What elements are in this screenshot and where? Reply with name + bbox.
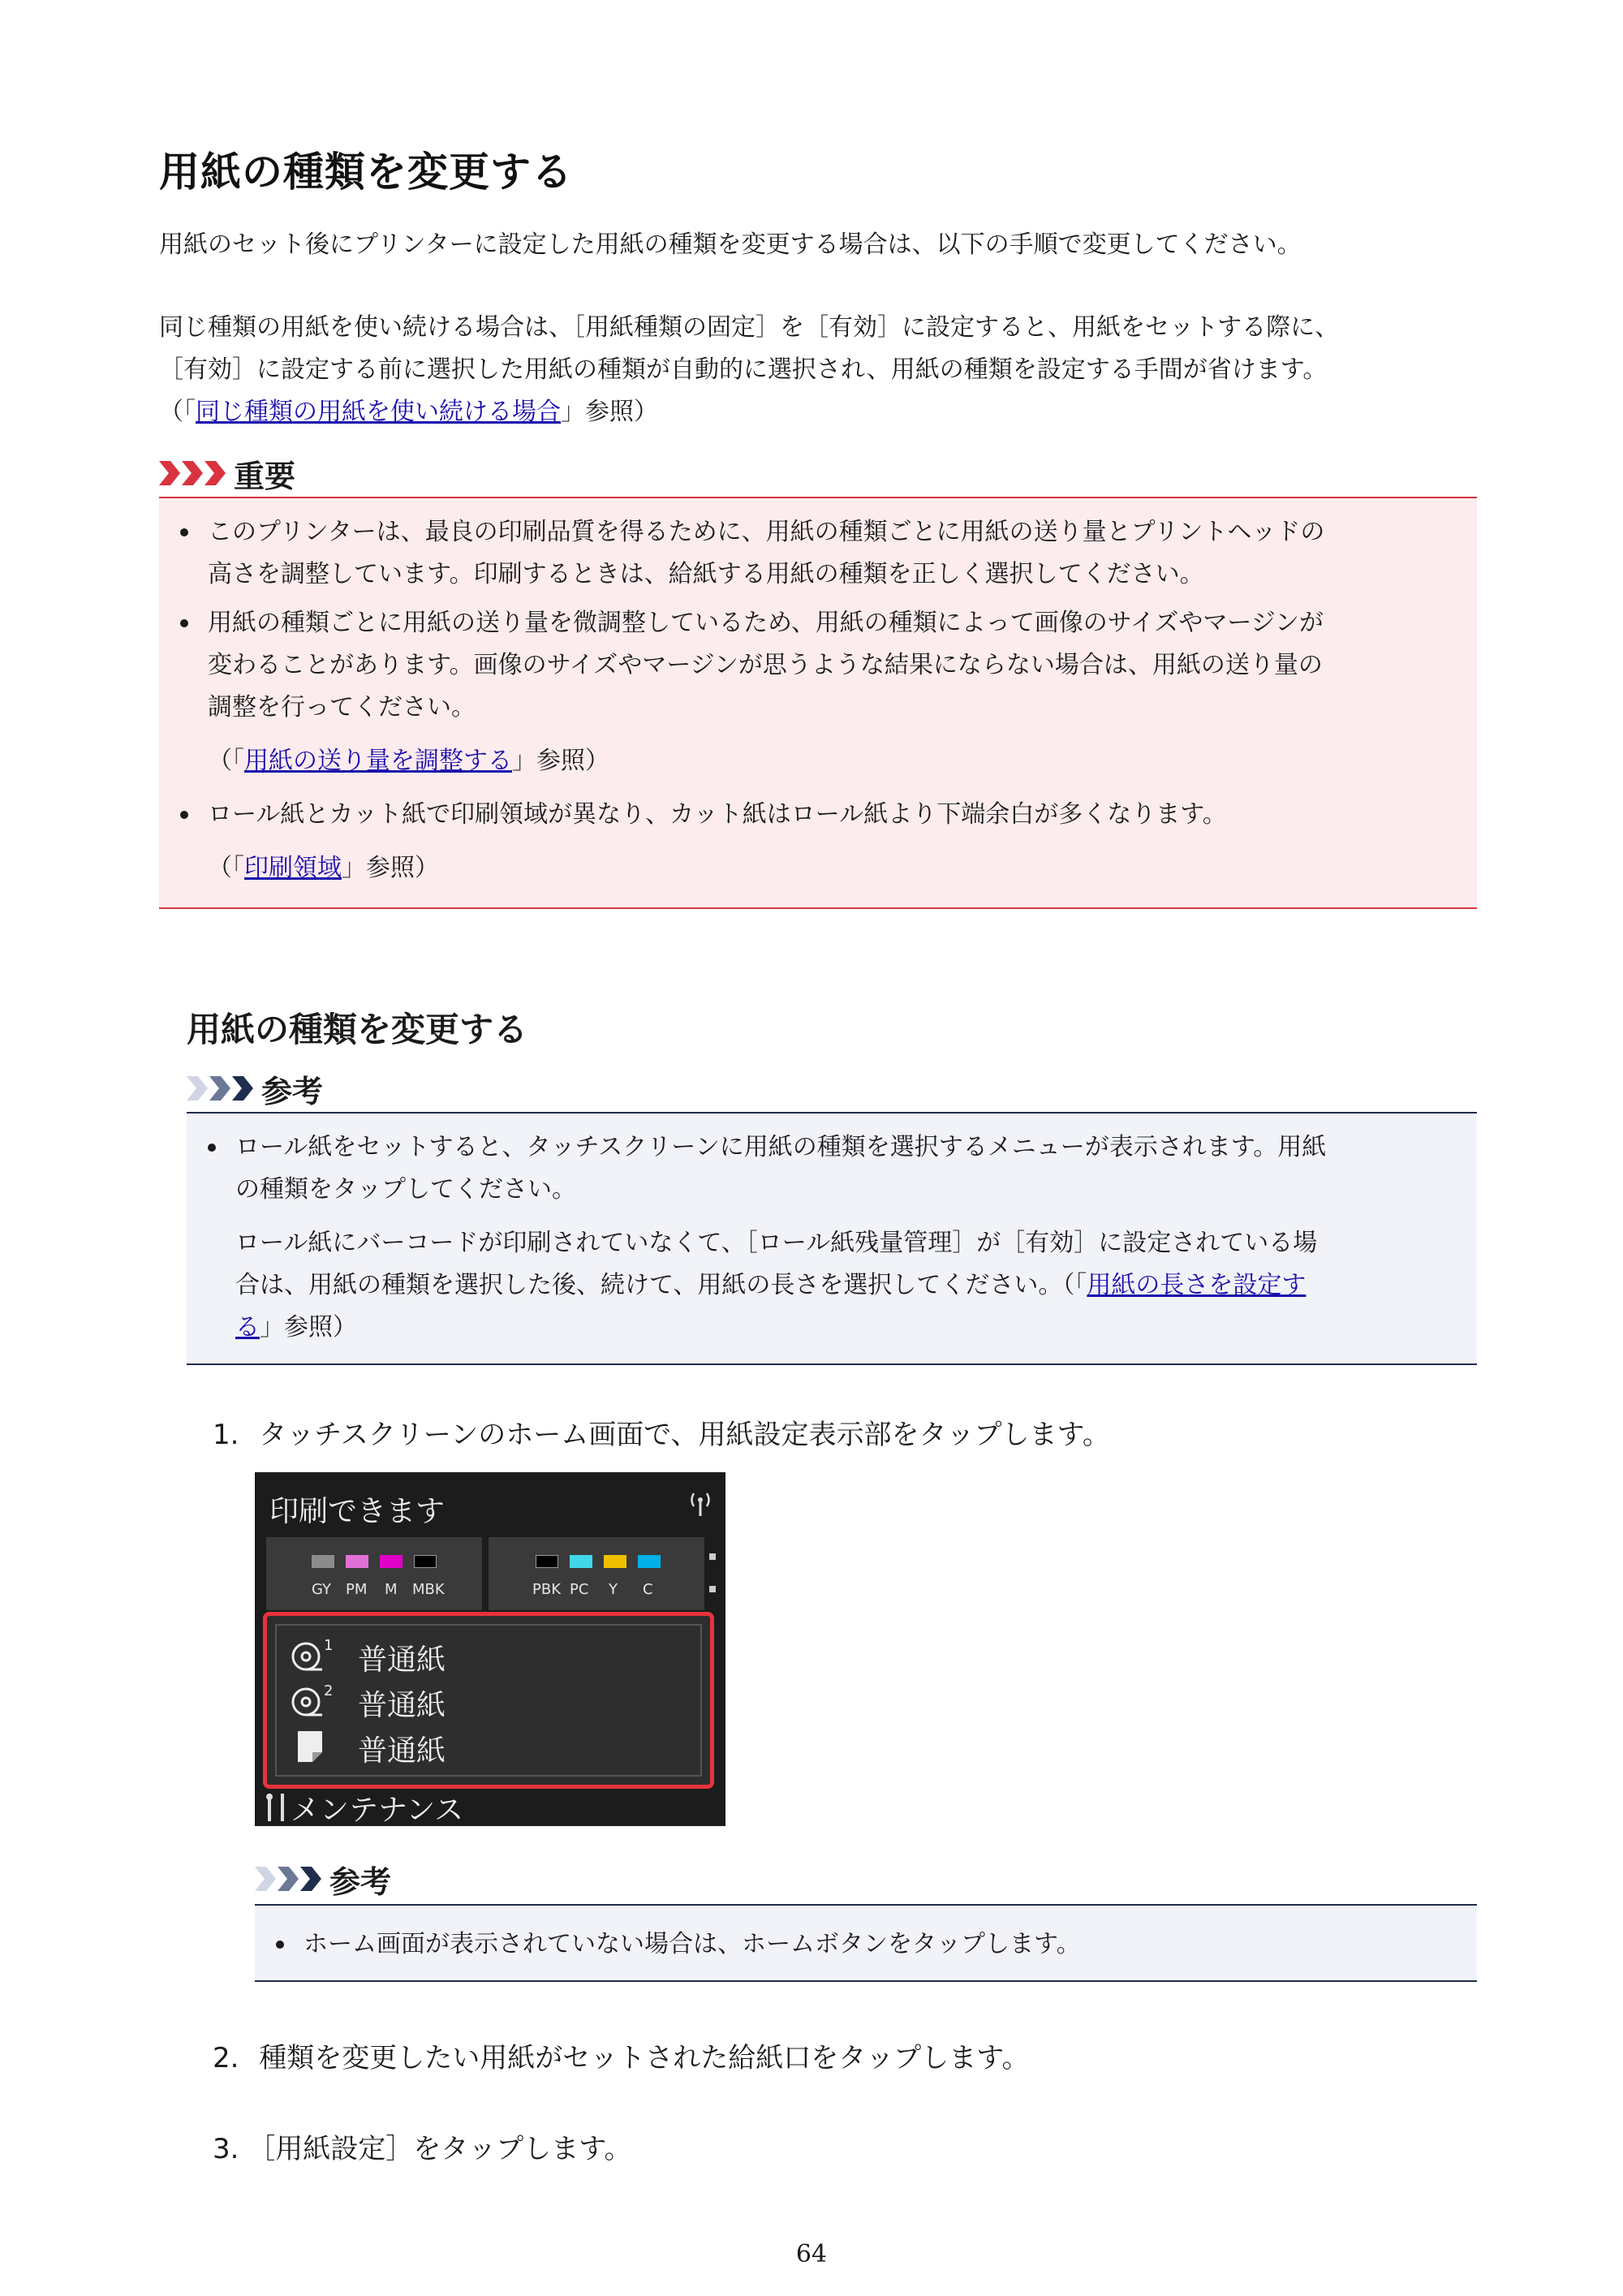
step-2: [213, 2035, 1030, 2075]
ink-y: [604, 1555, 626, 1568]
ink-c: [638, 1555, 661, 1568]
intro-text: 用紙のセット後にプリンターに設定した用紙の種類を変更する場合は、以下の手順で変更してください。: [159, 230, 1302, 259]
note-sub-line3: る」参照）: [235, 1313, 357, 1342]
important-item3-ref: （「印刷領域」参照）: [208, 854, 439, 882]
note-sub-line1: ロール紙にバーコードが印刷されていなくて、［ロール紙残量管理］が［有効］に設定されている場: [235, 1229, 1318, 1257]
roll-1-number: 1: [324, 1637, 334, 1654]
important-item2-line3: 調整を行ってください。: [208, 693, 476, 722]
wireless-icon: [687, 1490, 714, 1518]
touchscreen-home: [255, 1472, 725, 1826]
note-header: [187, 1068, 323, 1109]
chevrons-icon: [187, 1076, 255, 1101]
cut-sheet-icon: [296, 1730, 324, 1764]
important-item3-line1: ロール紙とカット紙で印刷領域が異なり、カット紙はロール紙より下端余白が多くなります。: [208, 800, 1227, 829]
ink-pm: [346, 1555, 368, 1568]
bullet: [180, 528, 188, 536]
note-box: [187, 1112, 1477, 1365]
step-text: ［用紙設定］をタップします。: [248, 2133, 632, 2165]
ink-panel-right[interactable]: PBK PC Y C: [489, 1537, 704, 1610]
ink-mbk: [414, 1555, 437, 1568]
para2-line1: 同じ種類の用紙を使い続ける場合は、［用紙種類の固定］を［有効］に設定すると、用紙をセットする際に、: [159, 313, 1340, 342]
section-heading: 用紙の種類を変更する: [187, 1010, 528, 1049]
paper-type-roll2: 普通紙: [358, 1689, 446, 1722]
step-3: [213, 2126, 632, 2166]
scroll-indicator: [709, 1586, 716, 1592]
note-label: 参考: [261, 1073, 324, 1109]
ink-pc: [570, 1555, 592, 1568]
note-sub-line2: 合は、用紙の種類を選択した後、続けて、用紙の長さを選択してください。（「用紙の長さを設定す: [235, 1271, 1307, 1299]
page-number: 64: [795, 2240, 828, 2268]
chevrons-icon: [255, 1867, 323, 1891]
paper-settings-area[interactable]: [263, 1612, 714, 1789]
important-header: [159, 453, 295, 493]
link-paper-length[interactable]: 用紙の長さを設定す: [1087, 1271, 1307, 1299]
important-item2-ref: （「用紙の送り量を調整する」参照）: [208, 747, 609, 775]
step-number: 2.: [213, 2042, 239, 2074]
important-item1-line2: 高さを調整しています。印刷するときは、給紙する用紙の種類を正しく選択してください。: [208, 560, 1204, 588]
chevrons-icon: [159, 461, 227, 485]
page-title: 用紙の種類を変更する: [159, 149, 573, 196]
step1-note-box: [255, 1904, 1477, 1982]
step-text: タッチスクリーンのホーム画面で、用紙設定表示部をタップします。: [259, 1419, 1110, 1451]
note-item-line1: ロール紙をセットすると、タッチスクリーンに用紙の種類を選択するメニューが表示されます。用紙: [235, 1133, 1327, 1161]
ink-m: [380, 1555, 403, 1568]
link-print-area[interactable]: 印刷領域: [244, 854, 342, 882]
important-item2-line2: 変わることがあります。画像のサイズやマージンが思うような結果にならない場合は、用紙の送り量の: [208, 651, 1323, 679]
bullet: [180, 619, 188, 627]
tools-icon: [263, 1790, 289, 1823]
step-1: [213, 1412, 1110, 1452]
bullet: [276, 1941, 284, 1949]
step1-note-text: ホーム画面が表示されていない場合は、ホームボタンをタップします。: [304, 1930, 1081, 1958]
step1-note-header: [255, 1859, 391, 1899]
link-paper-length-cont[interactable]: る: [235, 1313, 260, 1342]
ink-panel-left[interactable]: GY PM M MBK: [266, 1537, 482, 1610]
bullet: [180, 811, 188, 819]
maintenance-menu[interactable]: メンテナンス: [291, 1794, 464, 1826]
printer-status: 印刷できます: [269, 1495, 446, 1528]
step-number: 3.: [213, 2133, 239, 2165]
link-feed-adjust[interactable]: 用紙の送り量を調整する: [244, 747, 512, 775]
important-box: [159, 497, 1477, 909]
step-text: 種類を変更したい用紙がセットされた給紙口をタップします。: [259, 2042, 1030, 2074]
step1-note-label: 参考: [329, 1863, 392, 1900]
paper-type-roll1: 普通紙: [358, 1643, 446, 1677]
paper-type-cut: 普通紙: [358, 1734, 446, 1768]
para2-line2: ［有効］に設定する前に選択した用紙の種類が自動的に選択され、用紙の種類を設定する手間が省けます。: [159, 355, 1328, 384]
important-label: 重要: [234, 458, 296, 494]
step-number: 1.: [213, 1419, 239, 1451]
scroll-indicator: [709, 1553, 716, 1560]
link-same-paper[interactable]: 同じ種類の用紙を使い続ける場合: [196, 398, 561, 426]
paper-settings-inner: [275, 1624, 702, 1777]
note-item-line2: の種類をタップしてください。: [235, 1175, 576, 1204]
bullet: [208, 1144, 216, 1152]
important-item1-line1: このプリンターは、最良の印刷品質を得るために、用紙の種類ごとに用紙の送り量とプリントヘッドの: [208, 518, 1325, 546]
para2-line3: （「同じ種類の用紙を使い続ける場合」参照）: [159, 398, 658, 426]
ink-gy: [312, 1555, 334, 1568]
important-item2-line1: 用紙の種類ごとに用紙の送り量を微調整しているため、用紙の種類によって画像のサイズやマージンが: [208, 609, 1324, 637]
ink-pbk: [536, 1555, 558, 1568]
roll-2-number: 2: [324, 1682, 334, 1699]
